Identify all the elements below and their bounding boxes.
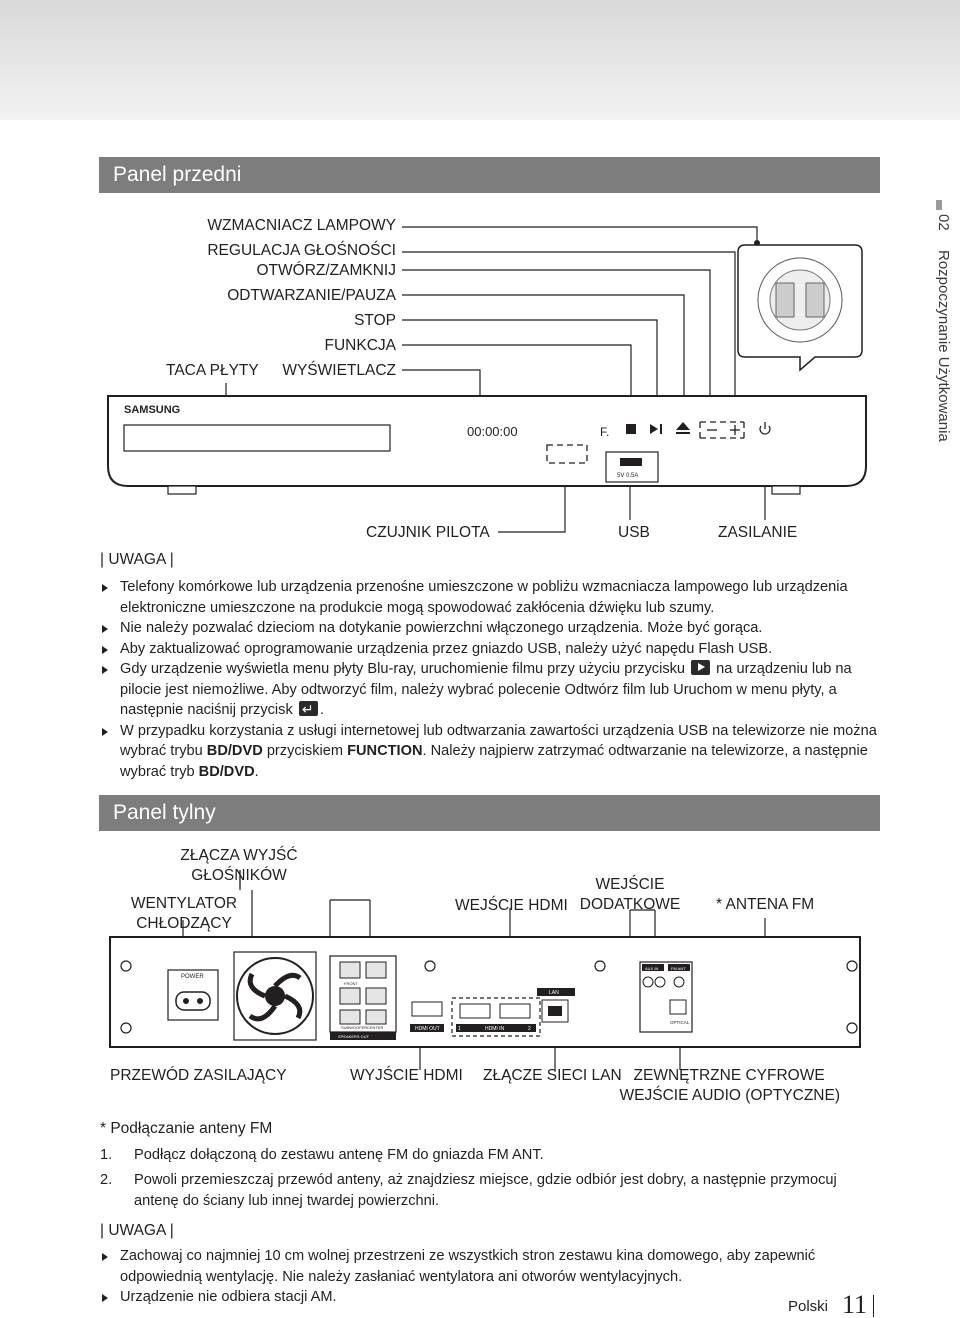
label-stop: STOP xyxy=(354,312,396,329)
note-item: Urządzenie nie odbiera stacji AM. xyxy=(100,1287,840,1308)
note-item: Nie należy pozwalać dzieciom na dotykanie powierzchni włączonego urządzenia. Może być gorąca. xyxy=(100,618,880,639)
label-usb: USB xyxy=(618,524,650,541)
page-number: 11 xyxy=(842,1290,868,1318)
label-optical: ZEWNĘTRZNE CYFROWE WEJŚCIE AUDIO (OPTYCZNE) xyxy=(619,1067,840,1104)
speaker-terminals xyxy=(330,956,396,1040)
label-volume: REGULACJA GŁOŚNOŚCI xyxy=(207,242,396,259)
label-fan: WENTYLATOR CHŁODZĄCY xyxy=(130,895,238,932)
label-aux: WEJŚCIE DODATKOWE xyxy=(579,876,681,913)
note-item: Telefony komórkowe lub urządzenia przenośne umieszczone w pobliżu wzmacniacza lampowego lub urządzenia elektroniczne umieszczone na produkcie mogą spowodować zakłócenia dźwięku lub szumy. xyxy=(100,577,880,618)
svg-text:LAN: LAN xyxy=(549,990,559,996)
note-heading: | UWAGA | xyxy=(100,1222,174,1239)
svg-text:HDMI IN: HDMI IN xyxy=(485,1026,505,1032)
front-label: FRONT xyxy=(344,981,358,986)
front-foot-right xyxy=(772,486,800,494)
fm-connect-heading: * Podłączanie anteny FM xyxy=(100,1120,273,1137)
label-display: WYŚWIETLACZ xyxy=(282,362,396,379)
footer-language: Polski xyxy=(788,1298,829,1315)
brand-logo: SAMSUNG xyxy=(124,404,181,416)
note-item: Aby zaktualizować oprogramowanie urządzenia przez gniazdo USB, należy użyć napędu Flash USB. xyxy=(100,639,880,660)
center-label: CENTER xyxy=(367,1025,384,1030)
note-item: Gdy urządzenie wyświetla menu płyty Blu-ray, uruchomienie filmu przy użyciu przycisku na urządzeniu lub na pilocie jest niemożliwe. Aby odtworzyć film, należy wybrać polecenie Odtwórz film lub Uruchom w menu płyty, a następnie naciśnij przycisk ↵ . xyxy=(100,659,880,721)
chapter-title: Rozpoczynanie Użytkowania xyxy=(935,250,952,442)
rear-panel-diagram xyxy=(0,860,960,1080)
cooling-fan xyxy=(234,952,316,1040)
label-remote-sensor: CZUJNIK PILOTA xyxy=(366,524,490,541)
svg-text:1: 1 xyxy=(458,1026,461,1032)
label-power: ZASILANIE xyxy=(718,524,798,541)
stop-button-icon xyxy=(626,424,636,434)
svg-text:HDMI OUT: HDMI OUT xyxy=(415,1026,440,1032)
rear-panel-title: Panel tylny xyxy=(99,795,880,831)
note-item: Zachowaj co najmniej 10 cm wolnej przestrzeni ze wszystkich stron zestawu kina domowego, aby zapewnić odpowiednią wentylację. Nie należy zasłaniać wentylatora ani otworów wentylacyjnych. xyxy=(100,1246,840,1287)
footer-divider xyxy=(873,1295,874,1317)
aux-fm-optical-ports xyxy=(640,962,692,1032)
disc-tray xyxy=(124,425,390,451)
label-open-close: OTWÓRZ/ZAMKNIJ xyxy=(256,262,396,279)
display-digits: 00:00:00 xyxy=(467,424,518,439)
svg-text:AUX IN: AUX IN xyxy=(645,966,659,971)
label-disc-tray: TACA PŁYTY xyxy=(166,362,259,379)
function-button: F. xyxy=(600,425,610,439)
fm-step: 1. Podłącz dołączoną do zestawu antenę FM do gniazda FM ANT. xyxy=(100,1147,544,1163)
note-list xyxy=(100,577,880,782)
label-hdmi-in: WEJŚCIE HDMI xyxy=(455,897,568,914)
label-speaker-out: ZŁĄCZA WYJŚĆ GŁOŚNIKÓW xyxy=(180,847,298,884)
usb-rating: 5V 0.5A xyxy=(617,473,639,479)
label-power-cord: PRZEWÓD ZASILAJĄCY xyxy=(110,1067,287,1084)
svg-text:OPTICAL: OPTICAL xyxy=(670,1020,690,1025)
fm-step: 2. Powoli przemieszczaj przewód anteny, aż znajdziesz miejsce, gdzie odbiór jest dobry, a następnie przymocuj antenę do ściany lub innej twardej powierzchni. xyxy=(100,1172,837,1209)
tube-amp-callout xyxy=(738,245,862,370)
label-tube-amp: WZMACNIACZ LAMPOWY xyxy=(207,217,396,234)
front-panel-diagram xyxy=(0,0,960,560)
subwoofer-label: SUBWOOFER xyxy=(341,1025,368,1030)
play-button-icon xyxy=(691,660,710,675)
speakers-out-label: SPEAKERS OUT xyxy=(338,1034,370,1039)
front-foot-left xyxy=(168,486,196,494)
enter-button-icon xyxy=(299,701,318,716)
note-list xyxy=(100,1246,840,1308)
power-port-label: POWER xyxy=(181,974,204,980)
note-heading: | UWAGA | xyxy=(100,551,174,568)
svg-text:2: 2 xyxy=(528,1026,531,1032)
chapter-number: 02 xyxy=(935,214,952,231)
front-panel-title: Panel przedni xyxy=(99,157,880,193)
note-item: W przypadku korzystania z usługi internetowej lub odtwarzania zawartości urządzenia USB na telewizorze nie można wybrać trybu BD/DVD przyciskiem FUNCTION. Należy najpierw zatrzymać odtwarzanie na telewizorze, a następnie wybrać tryb BD/DVD. xyxy=(100,721,880,783)
label-play-pause: ODTWARZANIE/PAUZA xyxy=(227,287,396,304)
label-fm-antenna: * ANTENA FM xyxy=(716,896,815,913)
svg-text:FM ANT: FM ANT xyxy=(671,966,686,971)
label-hdmi-out: WYJŚCIE HDMI xyxy=(350,1067,463,1084)
label-lan: ZŁĄCZE SIECI LAN xyxy=(483,1067,622,1084)
label-function: FUNKCJA xyxy=(324,337,396,354)
